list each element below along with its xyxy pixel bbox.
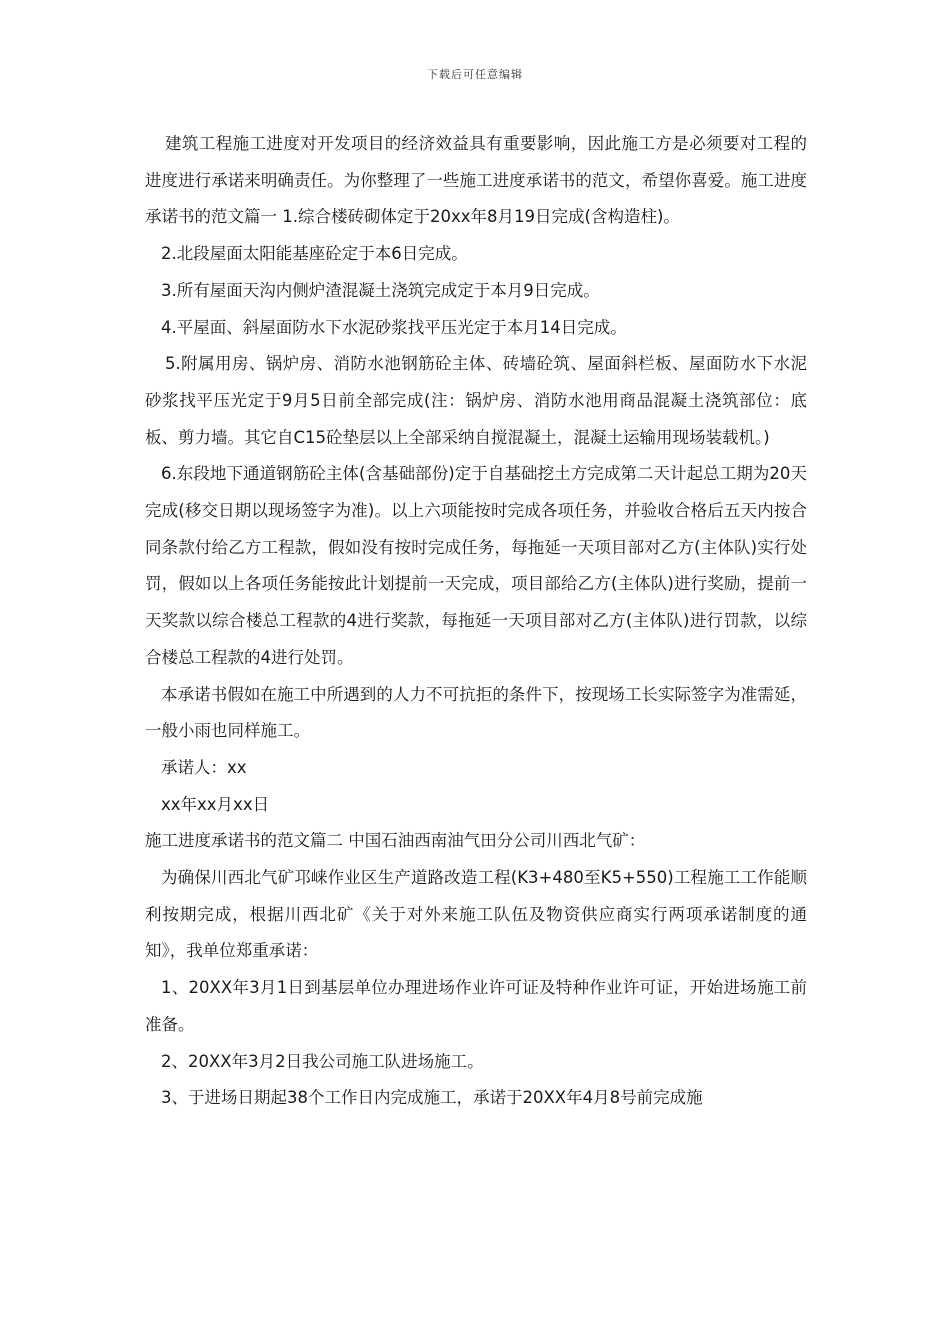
paragraph-force-majeure: 本承诺书假如在施工中所遇到的人力不可抗拒的条件下，按现场工长实际签字为准需延，一般小雨也同样施工。 bbox=[145, 684, 807, 741]
paragraph-commitment-1: 1、20XX年3月1日到基层单位办理进场作业许可证及特种作业许可证，开始进场施工前准备。 bbox=[145, 978, 807, 1034]
document-body bbox=[145, 126, 807, 1117]
paragraph-item-5: 5.附属用房、锅炉房、消防水池钢筋砼主体、砖墙砼筑、屋面斜栏板、屋面防水下水泥砂浆找平压光定于9月5日前全部完成(注：锅炉房、消防水池用商品混凝土浇筑部位：底板、剪力墙。其它自C15砼垫层以上全部采纳自搅混凝土，混凝土运输用现场装载机。) bbox=[145, 354, 807, 447]
paragraph-section-two-intro: 为确保川西北气矿邛崃作业区生产道路改造工程(K3+480至K5+550)工程施工工作能顺利按期完成，根据川西北矿《关于对外来施工队伍及物资供应商实行两项承诺制度的通知》，我单位郑重承诺： bbox=[145, 868, 807, 961]
paragraph-item-6: 6.东段地下通道钢筋砼主体(含基础部份)定于自基础挖土方完成第二天计起总工期为20天完成(移交日期以现场签字为准)。以上六项能按时完成各项任务，并验收合格后五天内按合同条款付给乙方工程款，假如没有按时完成任务，每拖延一天项目部对乙方(主体队)实行处罚，假如以上各项任务能按此计划提前一天完成，项目部给乙方(主体队)进行奖励，提前一天奖款以综合楼总工程款的4进行奖款，每拖延一天项目部对乙方(主体队)进行罚款，以综合楼总工程款的4进行处罚。 bbox=[145, 464, 807, 667]
paragraph-intro: 建筑工程施工进度对开发项目的经济效益具有重要影响，因此施工方是必须要对工程的进度进行承诺来明确责任。为你整理了一些施工进度承诺书的范文，希望你喜爱。施工进度承诺书的范文篇一 1.综合楼砖砌体定于20xx年8月19日完成(含构造柱)。 bbox=[145, 134, 807, 227]
date-line: xx年xx月xx日 bbox=[161, 794, 270, 814]
paragraph-commitment-2: 2、20XX年3月2日我公司施工队进场施工。 bbox=[161, 1051, 484, 1071]
header-note: 下载后可任意编辑 bbox=[427, 68, 523, 81]
promisor-line: 承诺人：xx bbox=[161, 757, 247, 777]
section-two-heading: 施工进度承诺书的范文篇二 中国石油西南油气田分公司川西北气矿： bbox=[145, 831, 646, 851]
paragraph-item-3: 3.所有屋面天沟内侧炉渣混凝土浇筑完成定于本月9日完成。 bbox=[161, 280, 600, 300]
paragraph-item-4: 4.平屋面、斜屋面防水下水泥砂浆找平压光定于本月14日完成。 bbox=[161, 317, 627, 337]
paragraph-item-2: 2.北段屋面太阳能基座砼定于本6日完成。 bbox=[161, 244, 468, 264]
paragraph-commitment-3: 3、于进场日期起38个工作日内完成施工，承诺于20XX年4月8号前完成施 bbox=[161, 1088, 703, 1108]
